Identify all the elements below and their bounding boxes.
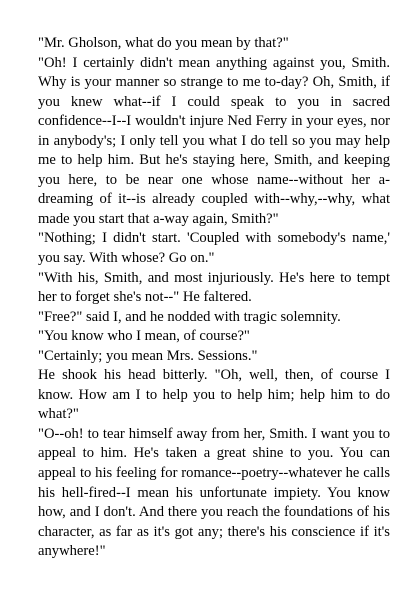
paragraph-5: "Free?" said I, and he nodded with tragic solemnity. [38, 308, 341, 325]
paragraph-7: "Certainly; you mean Mrs. Sessions." [38, 347, 258, 364]
paragraph-2: "Oh! I certainly didn't mean anything against you, Smith. Why is your manner so strange to me to-day? Oh, Smith, if you knew what--if I could speak to you in sacred confidence--I--I wouldn't injure Ned Ferry in your eyes, nor in anybody's; I only tell you what I do tell so you may help me to help him. But he's staying here, Smith, and keeping you here, to be near one whose name--without her a-dreaming of it--is already coupled with--why,--why, what made you start that a-way again, Smith?" [38, 54, 390, 227]
paragraph-3: "Nothing; I didn't start. 'Coupled with somebody's name,' you say. With whose? Go on." [38, 230, 390, 267]
paragraph-4: "With his, Smith, and most injuriously. He's here to tempt her to forget she's not--" He faltered. [38, 269, 390, 306]
paragraph-9: "O--oh! to tear himself away from her, Smith. I want you to appeal to him. He's taken a great shine to you. You can appeal to his feeling for romance--poetry--whatever he calls his hell-fired--I mean his unfortunate impiety. You know how, and I don't. And there you reach the foundations of his character, as far as it's got any; there's his conscience if it's anywhere!" [38, 425, 390, 560]
paragraph-6: "You know who I mean, of course?" [38, 328, 250, 345]
paragraph-1: "Mr. Gholson, what do you mean by that?" [38, 35, 289, 51]
paragraph-8: He shook his head bitterly. "Oh, well, then, of course I know. How am I to help you to help him; help him to do what?" [38, 367, 390, 423]
book-page [38, 34, 390, 562]
